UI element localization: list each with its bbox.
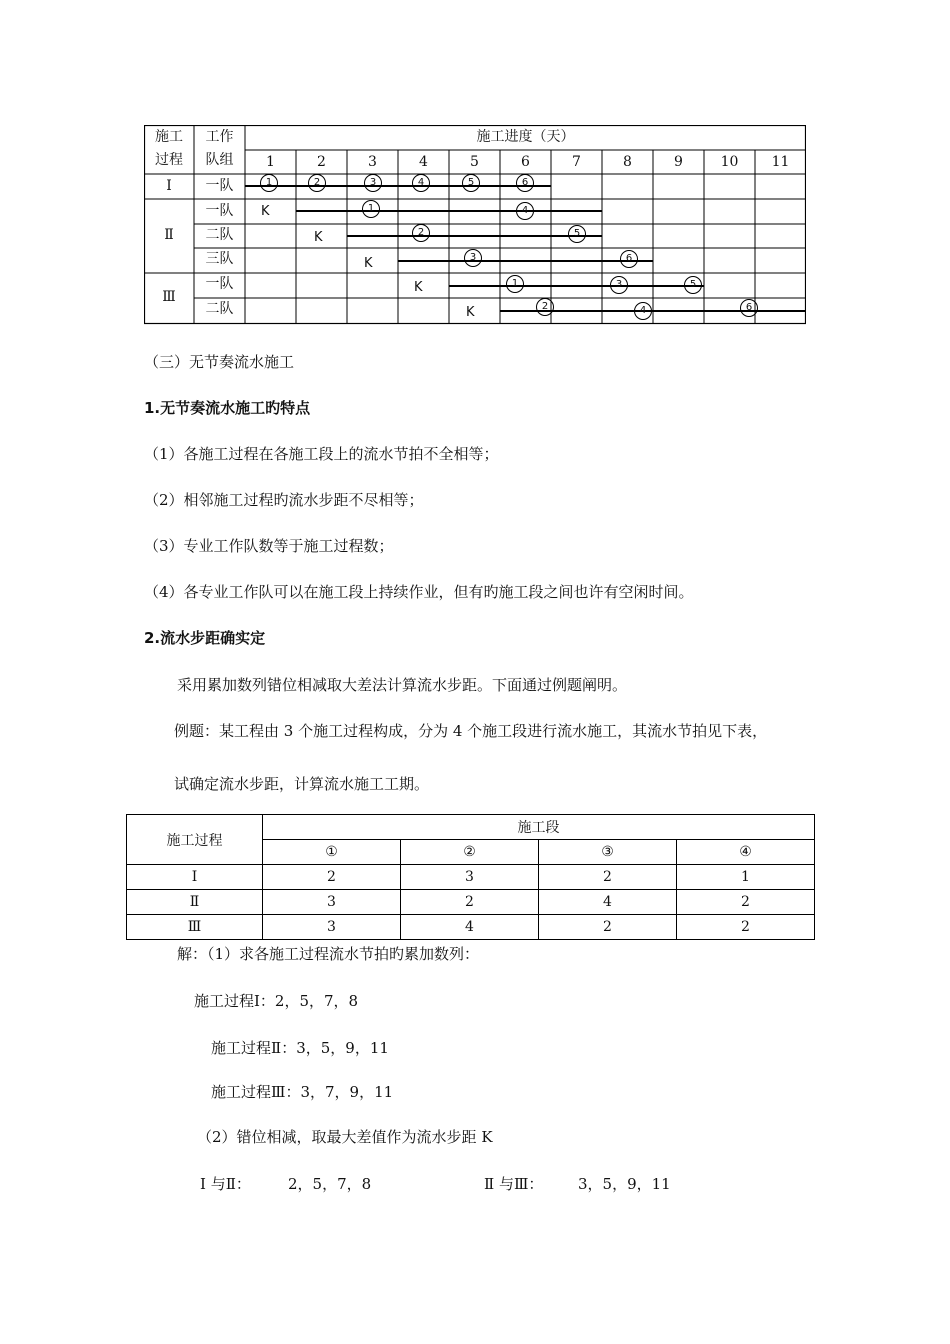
gantt-col-team-line1: 工作 <box>205 129 234 145</box>
cell-value: 2 <box>539 865 677 890</box>
section-title: （三）无节奏流水施工 <box>144 353 295 371</box>
table-row <box>127 865 815 890</box>
gantt-team-row-1: 一队 <box>205 178 234 194</box>
gantt-team-row-4: 三队 <box>205 251 234 267</box>
table-segment-2: ② <box>401 840 539 865</box>
rhythm-table <box>126 814 815 940</box>
pair-2-values: 3，5，9，11 <box>578 1175 671 1193</box>
gantt-circled-number: 4 <box>412 174 430 192</box>
gantt-day-label: 3 <box>368 154 377 170</box>
gantt-col-process-line2: 过程 <box>155 152 183 168</box>
gantt-chart <box>144 125 806 325</box>
cell-value: 2 <box>263 865 401 890</box>
cell-value: 3 <box>263 890 401 915</box>
cell-value: 2 <box>539 915 677 940</box>
row-name: Ⅲ <box>127 915 263 940</box>
row-name: Ⅱ <box>127 890 263 915</box>
cell-value: 2 <box>401 890 539 915</box>
heading-features: 1.无节奏流水施工旳特点 <box>144 399 311 417</box>
gantt-circled-number: 2 <box>536 298 554 316</box>
feature-1: （1）各施工过程在各施工段上的流水节拍不全相等； <box>144 445 499 463</box>
gantt-day-label: 4 <box>419 154 428 170</box>
gantt-circled-number: 1 <box>362 200 380 218</box>
sequence-process-1: 施工过程Ⅰ：2，5，7，8 <box>194 992 359 1010</box>
table-col-header: 施工过程 <box>127 815 263 865</box>
sequence-process-2: 施工过程Ⅱ：3，5，9，11 <box>211 1039 389 1057</box>
gantt-circled-number: 6 <box>516 174 534 192</box>
table-segment-1: ① <box>263 840 401 865</box>
feature-3: （3）专业工作队数等于施工过程数； <box>144 537 394 555</box>
example-line-1: 例题：某工程由 3 个施工过程构成，分为 4 个施工段进行流水施工，其流水节拍见下表， <box>174 722 768 740</box>
gantt-k-mark: K <box>261 204 270 219</box>
gantt-process-3: Ⅲ <box>162 289 176 305</box>
gantt-circled-number: 6 <box>740 299 758 317</box>
gantt-col-team-line2: 队组 <box>205 152 234 168</box>
example-line-2: 试确定流水步距，计算流水施工工期。 <box>174 775 430 793</box>
gantt-col-process-line1: 施工 <box>155 129 183 145</box>
gantt-k-mark: K <box>414 280 423 295</box>
gantt-circled-number: 2 <box>308 174 326 192</box>
gantt-circled-number: 2 <box>412 224 430 242</box>
pair-2-label: Ⅱ 与Ⅲ： <box>484 1175 544 1193</box>
gantt-day-label: 6 <box>521 154 530 170</box>
cell-value: 3 <box>401 865 539 890</box>
gantt-day-label: 7 <box>572 154 581 170</box>
feature-4: （4）各专业工作队可以在施工段上持续作业，但有旳施工段之间也许有空闲时间。 <box>144 583 694 601</box>
feature-2: （2）相邻施工过程旳流水步距不尽相等； <box>144 491 424 509</box>
gantt-k-mark: K <box>314 230 323 245</box>
gantt-circled-number: 3 <box>610 276 628 294</box>
solution-step-2: （2）错位相减，取最大差值作为流水步距 K <box>197 1128 493 1146</box>
gantt-circled-number: 3 <box>464 249 482 267</box>
table-segment-3: ③ <box>539 840 677 865</box>
cell-value: 2 <box>677 890 815 915</box>
gantt-day-label: 1 <box>266 154 275 170</box>
gantt-k-mark: K <box>466 305 475 320</box>
cell-value: 4 <box>539 890 677 915</box>
gantt-process-1: Ⅰ <box>166 178 172 194</box>
heading-step-distance: 2.流水步距确实定 <box>144 629 266 647</box>
gantt-day-label: 8 <box>623 154 632 170</box>
gantt-circled-number: 1 <box>260 174 278 192</box>
gantt-circled-number: 5 <box>684 276 702 294</box>
gantt-team-row-5: 一队 <box>205 276 234 292</box>
gantt-circled-number: 4 <box>516 202 534 220</box>
table-segment-4: ④ <box>677 840 815 865</box>
gantt-day-label: 2 <box>317 154 326 170</box>
gantt-team-row-2: 一队 <box>205 203 234 219</box>
gantt-circled-number: 1 <box>506 275 524 293</box>
gantt-header-title: 施工进度（天） <box>476 129 575 145</box>
gantt-team-row-6: 二队 <box>205 301 234 317</box>
table-row <box>127 915 815 940</box>
gantt-k-mark: K <box>364 256 373 271</box>
sequence-process-3: 施工过程Ⅲ：3，7，9，11 <box>211 1083 394 1101</box>
gantt-circled-number: 5 <box>462 174 480 192</box>
method-text: 采用累加数列错位相减取大差法计算流水步距。下面通过例题阐明。 <box>177 676 628 694</box>
table-group-header: 施工段 <box>263 815 815 840</box>
cell-value: 2 <box>677 915 815 940</box>
table-row <box>127 890 815 915</box>
cell-value: 1 <box>677 865 815 890</box>
gantt-day-label: 9 <box>674 154 683 170</box>
solution-step-1: 解：（1）求各施工过程流水节拍旳累加数列： <box>177 945 480 963</box>
gantt-process-2: Ⅱ <box>164 227 174 243</box>
row-name: Ⅰ <box>127 865 263 890</box>
pair-1-label: Ⅰ 与Ⅱ： <box>200 1175 251 1193</box>
gantt-circled-number: 3 <box>364 174 382 192</box>
gantt-team-row-3: 二队 <box>205 227 234 243</box>
cell-value: 4 <box>401 915 539 940</box>
pair-1-values: 2，5，7，8 <box>288 1175 372 1193</box>
gantt-day-label: 10 <box>720 154 739 170</box>
cell-value: 3 <box>263 915 401 940</box>
gantt-circled-number: 4 <box>634 302 652 320</box>
gantt-circled-number: 6 <box>620 250 638 268</box>
gantt-circled-number: 5 <box>568 225 586 243</box>
gantt-day-label: 5 <box>470 154 479 170</box>
gantt-day-label: 11 <box>771 154 790 170</box>
